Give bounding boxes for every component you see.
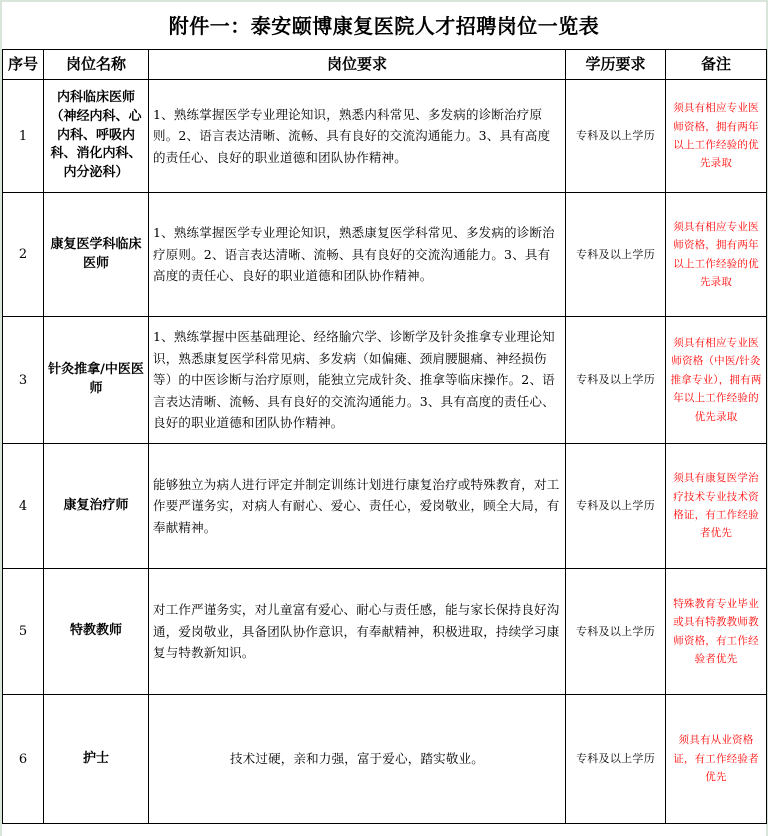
cell-remarks: 特殊教育专业毕业或具有特教教师教师资格，有工作经验者优先 bbox=[666, 569, 767, 695]
cell-position-name: 护士 bbox=[44, 695, 149, 824]
table-row bbox=[3, 317, 767, 444]
cell-education: 专科及以上学历 bbox=[566, 695, 666, 824]
cell-position-name: 特教教师 bbox=[44, 569, 149, 695]
table-body bbox=[3, 80, 767, 824]
column-header-remarks: 备注 bbox=[666, 50, 767, 80]
table-header-row bbox=[3, 50, 767, 80]
cell-requirements: 对工作严谨务实，对儿童富有爱心、耐心与责任感，能与家长保持良好沟通，爱岗敬业，具备团队协作意识，有奉献精神，积极进取，持续学习康复与特教新知识。 bbox=[149, 569, 566, 695]
cell-position-name: 内科临床医师（神经内科、心内科、呼吸内科、消化内科、内分泌科） bbox=[44, 80, 149, 193]
page-title: 附件一：泰安颐博康复医院人才招聘岗位一览表 bbox=[168, 14, 600, 38]
cell-remarks: 须具有相应专业医师资格，拥有两年以上工作经验的优先录取 bbox=[666, 80, 767, 193]
table-row bbox=[3, 80, 767, 193]
column-header-index: 序号 bbox=[3, 50, 44, 80]
cell-education: 专科及以上学历 bbox=[566, 317, 666, 444]
cell-education: 专科及以上学历 bbox=[566, 569, 666, 695]
cell-requirements: 能够独立为病人进行评定并制定训练计划进行康复治疗或特殊教育，对工作要严谨务实，对病人有耐心、爱心、责任心，爱岗敬业，顾全大局，有奉献精神。 bbox=[149, 444, 566, 569]
cell-remarks: 须具有康复医学治疗技术专业技术资格证，有工作经验者优先 bbox=[666, 444, 767, 569]
cell-position-name: 针灸推拿/中医医师 bbox=[44, 317, 149, 444]
table-header bbox=[3, 50, 767, 80]
table-row bbox=[3, 569, 767, 695]
column-header-requirements: 岗位要求 bbox=[149, 50, 566, 80]
column-header-position-name: 岗位名称 bbox=[44, 50, 149, 80]
cell-index: 6 bbox=[3, 695, 44, 824]
cell-remarks: 须具有相应专业医师资格，拥有两年以上工作经验的优先录取 bbox=[666, 193, 767, 317]
cell-remarks: 须具有从业资格证，有工作经验者优先 bbox=[666, 695, 767, 824]
cell-position-name: 康复医学科临床医师 bbox=[44, 193, 149, 317]
cell-education: 专科及以上学历 bbox=[566, 193, 666, 317]
cell-requirements: 1、熟练掌握医学专业理论知识，熟悉康复医学科常见、多发病的诊断治疗原则。2、语言表达清晰、流畅、具有良好的交流沟通能力。3、具有高度的责任心、良好的职业道德和团队协作精神。 bbox=[149, 193, 566, 317]
cell-requirements: 1、熟练掌握中医基础理论、经络腧穴学、诊断学及针灸推拿专业理论知识，熟悉康复医学科常见病、多发病（如偏瘫、颈肩腰腿痛、神经损伤等）的中医诊断与治疗原则，能独立完成针灸、推拿等临床操作。2、语言表达清晰、流畅、具有良好的交流沟通能力。3、具有高度的责任心、良好的职业道德和团队协作精神。 bbox=[149, 317, 566, 444]
cell-education: 专科及以上学历 bbox=[566, 80, 666, 193]
cell-position-name: 康复治疗师 bbox=[44, 444, 149, 569]
cell-education: 专科及以上学历 bbox=[566, 444, 666, 569]
job-listing-table bbox=[2, 49, 767, 824]
cell-requirements: 1、熟练掌握医学专业理论知识，熟悉内科常见、多发病的诊断治疗原则。2、语言表达清晰、流畅、具有良好的交流沟通能力。3、具有高度的责任心、良好的职业道德和团队协作精神。 bbox=[149, 80, 566, 193]
cell-index: 3 bbox=[3, 317, 44, 444]
cell-index: 5 bbox=[3, 569, 44, 695]
table-row bbox=[3, 193, 767, 317]
cell-index: 2 bbox=[3, 193, 44, 317]
column-header-education: 学历要求 bbox=[566, 50, 666, 80]
cell-index: 4 bbox=[3, 444, 44, 569]
table-row bbox=[3, 444, 767, 569]
cell-index: 1 bbox=[3, 80, 44, 193]
cell-requirements: 技术过硬，亲和力强，富于爱心，踏实敬业。 bbox=[149, 695, 566, 824]
table-row bbox=[3, 695, 767, 824]
cell-remarks: 须具有相应专业医师资格（中医/针灸推拿专业），拥有两年以上工作经验的优先录取 bbox=[666, 317, 767, 444]
